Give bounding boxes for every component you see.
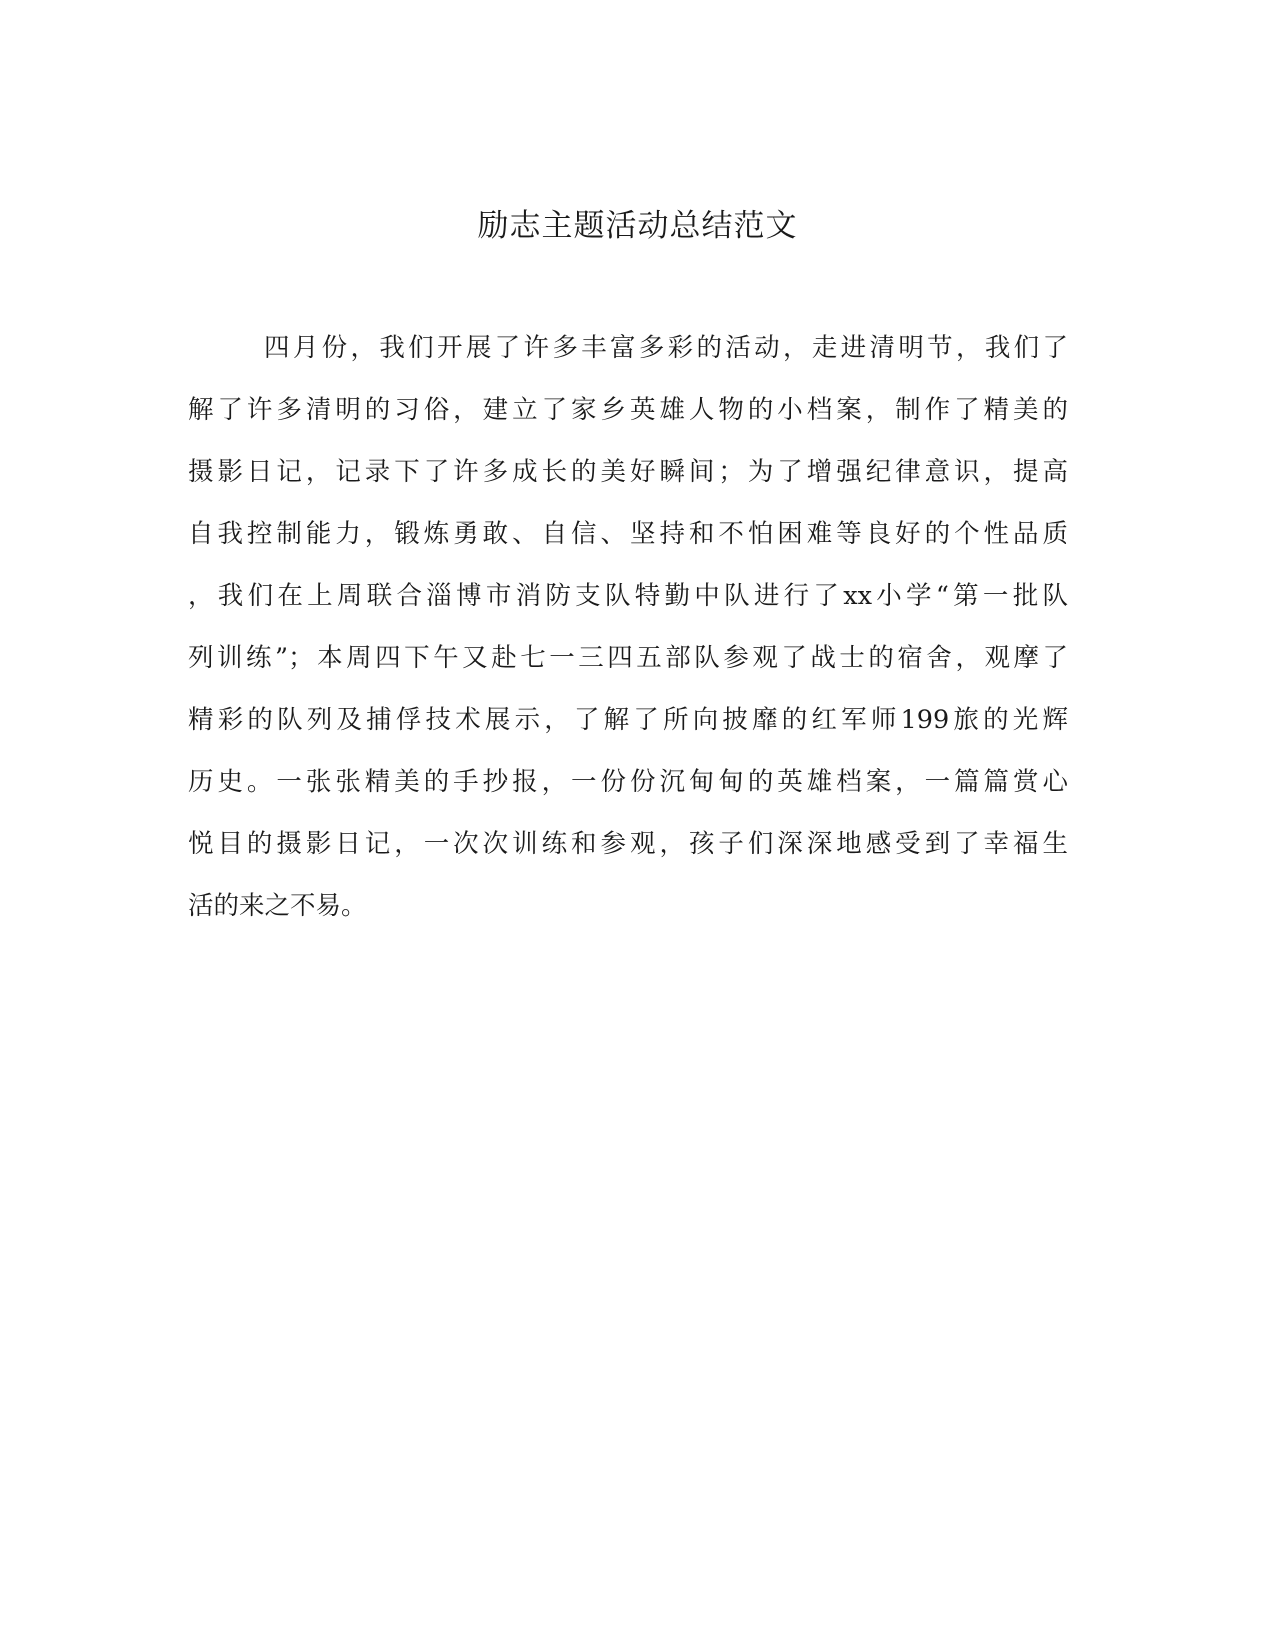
document-body — [188, 327, 1068, 947]
document-title: 励志主题活动总结范文 — [477, 208, 798, 244]
body-line: 活的来之不易。 — [188, 891, 367, 921]
body-line: 列训练”；本周四下午又赴七一三四五部队参观了战士的宿舍，观摩了 — [188, 643, 1068, 673]
body-line: 摄影日记，记录下了许多成长的美好瞬间；为了增强纪律意识，提高 — [188, 457, 1068, 487]
body-line: 解了许多清明的习俗，建立了家乡英雄人物的小档案，制作了精美的 — [188, 395, 1068, 425]
body-line: 悦目的摄影日记，一次次训练和参观，孩子们深深地感受到了幸福生 — [188, 829, 1068, 859]
body-line: 历史。一张张精美的手抄报，一份份沉甸甸的英雄档案，一篇篇赏心 — [188, 767, 1068, 797]
body-line: 四月份，我们开展了许多丰富多彩的活动，走进清明节，我们了 — [264, 333, 1068, 363]
body-line: 精彩的队列及捕俘技术展示，了解了所向披靡的红军师199旅的光辉 — [188, 705, 1068, 735]
body-line: 自我控制能力，锻炼勇敢、自信、坚持和不怕困难等良好的个性品质 — [188, 519, 1068, 549]
body-line: ，我们在上周联合淄博市消防支队特勤中队进行了xx小学“第一批队 — [188, 581, 1068, 611]
